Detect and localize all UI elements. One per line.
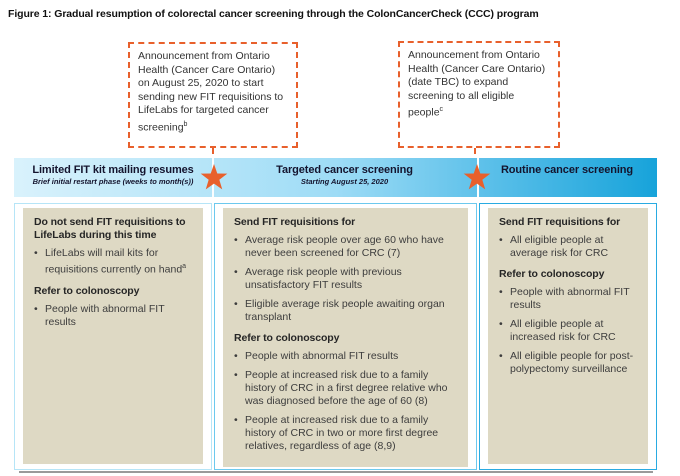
panel-heading: Do not send FIT requisitions to LifeLabs during this time	[34, 216, 186, 241]
bullet-item	[499, 318, 640, 344]
phase-band	[14, 158, 657, 197]
panel-content	[23, 208, 203, 464]
callout-announcement-routine	[398, 41, 560, 148]
bullet-text: Average risk people with previous unsatisfactory FIT results	[245, 266, 402, 291]
callout-text: Announcement from Ontario Health (Cancer Care Ontario) (date TBC) to expand screening to all eligible people	[408, 49, 546, 119]
footnote-sup-c: c	[439, 106, 444, 113]
bullet-list	[34, 247, 195, 277]
figure-title: Figure 1: Gradual resumption of colorectal cancer screening through the ColonCancerCheck (CCC) program	[8, 8, 539, 20]
panel-heading: Refer to colonoscopy	[234, 332, 340, 344]
bullet-item	[234, 414, 460, 453]
panel-content	[223, 208, 468, 467]
phase-header-limited	[14, 158, 212, 197]
phase-subtitle: Brief initial restart phase (weeks to month(s))	[32, 177, 194, 186]
bullet-text: People with abnormal FIT results	[510, 286, 630, 311]
bullet-item	[234, 298, 460, 324]
panel-heading: Refer to colonoscopy	[499, 268, 605, 280]
bullet-text: People with abnormal FIT results	[45, 302, 165, 328]
phase-title: Limited FIT kit mailing resumes	[32, 164, 194, 176]
bullet-text: All eligible people at average risk for CRC	[510, 234, 609, 259]
panel-section	[234, 332, 460, 453]
bullet-text: Eligible average risk people awaiting organ transplant	[245, 298, 445, 323]
phase-panel-targeted	[214, 203, 477, 470]
panel-section	[34, 285, 195, 329]
panel-heading: Send FIT requisitions for	[234, 216, 356, 228]
phase-panel-limited	[14, 203, 212, 470]
phase-header-targeted	[212, 158, 477, 197]
bullet-text: People at increased risk due to a family history of CRC in two or more first degree relatives, regardless of age (8,9)	[245, 414, 439, 452]
phase-panels	[14, 203, 657, 470]
bullet-text: All eligible people at increased risk for CRC	[510, 318, 616, 343]
phase-panel-routine	[479, 203, 657, 470]
phase-subtitle: Starting August 25, 2020	[300, 177, 389, 186]
panel-section	[499, 268, 640, 376]
callout-announcement-targeted	[128, 42, 298, 148]
callout-text: Announcement from Ontario Health (Cancer Care Ontario) on August 25, 2020 to start sending new FIT requisitions to LifeLabs for targeted cancer screening	[138, 50, 284, 133]
bullet-list	[234, 234, 460, 324]
bullet-item	[34, 303, 195, 329]
panel-content	[488, 208, 648, 464]
panel-section	[499, 216, 640, 260]
phase-title: Routine cancer screening	[500, 164, 634, 176]
bullet-list	[499, 234, 640, 260]
bullet-text: All eligible people for post-polypectomy surveillance	[510, 350, 634, 375]
bullet-item	[499, 350, 640, 376]
phase-header-routine	[477, 158, 657, 197]
panel-section	[234, 216, 460, 324]
bullet-item	[234, 266, 460, 292]
bullet-item	[499, 234, 640, 260]
bullet-list	[234, 350, 460, 453]
bullet-text: LifeLabs will mail kits for requisitions currently on hand	[45, 247, 183, 276]
panel-section	[34, 216, 195, 277]
bullet-text: Average risk people over age 60 who have never been screened for CRC (7)	[245, 234, 444, 259]
bullet-item	[234, 234, 460, 260]
footnote-sup-a: a	[182, 263, 187, 270]
bullet-item	[34, 247, 195, 277]
phase-title: Targeted cancer screening	[276, 164, 413, 176]
bullet-item	[234, 350, 460, 363]
panel-heading: Refer to colonoscopy	[34, 284, 140, 297]
bullet-item	[234, 369, 460, 408]
star-icon	[463, 163, 491, 191]
page-bottom-rule	[19, 471, 653, 473]
panel-heading: Send FIT requisitions for	[499, 216, 621, 228]
bullet-list	[34, 303, 195, 329]
bullet-text: People at increased risk due to a family history of CRC in a first degree relative who was diagnosed before the age of 60 (8)	[245, 369, 448, 407]
bullet-list	[499, 286, 640, 376]
footnote-sup-b: b	[183, 120, 188, 128]
bullet-text: People with abnormal FIT results	[245, 350, 399, 362]
star-icon	[200, 163, 228, 191]
bullet-item	[499, 286, 640, 312]
